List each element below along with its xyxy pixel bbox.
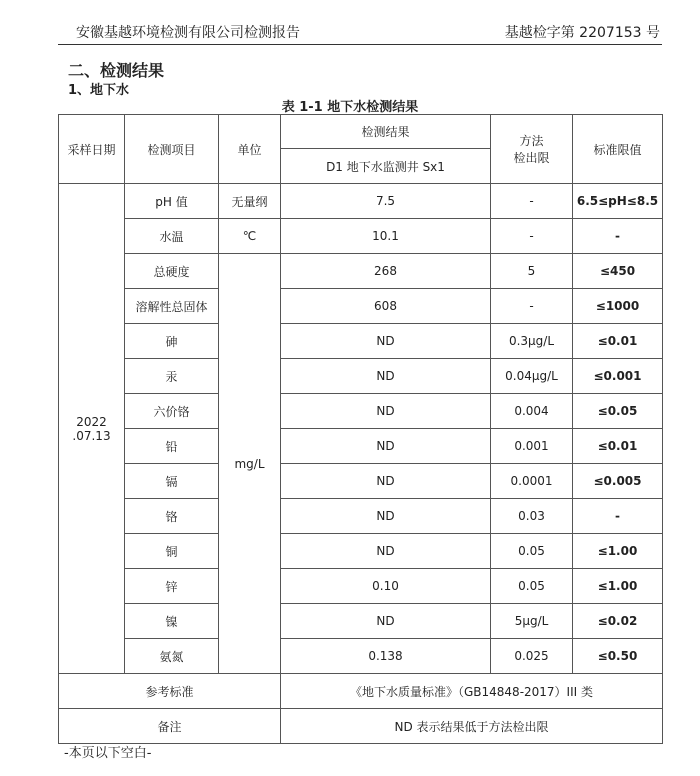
limit-cell: 0.05: [491, 534, 573, 569]
result-cell: 0.10: [281, 569, 491, 604]
standard-cell: ≤0.005: [573, 464, 663, 499]
standard-cell: ≤1.00: [573, 569, 663, 604]
limit-cell: 0.001: [491, 429, 573, 464]
result-cell: 10.1: [281, 219, 491, 254]
standard-cell: ≤0.01: [573, 429, 663, 464]
result-cell: ND: [281, 464, 491, 499]
item-cell: 锌: [125, 569, 219, 604]
standard-cell: ≤0.02: [573, 604, 663, 639]
item-cell: 镍: [125, 604, 219, 639]
item-cell: pH 值: [125, 184, 219, 219]
limit-cell: 5μg/L: [491, 604, 573, 639]
item-cell: 溶解性总固体: [125, 289, 219, 324]
standard-cell: -: [573, 219, 663, 254]
limit-cell: 0.05: [491, 569, 573, 604]
result-cell: ND: [281, 324, 491, 359]
result-cell: 0.138: [281, 639, 491, 674]
item-cell: 铬: [125, 499, 219, 534]
item-cell: 总硬度: [125, 254, 219, 289]
standard-cell: ≤0.001: [573, 359, 663, 394]
limit-cell: 5: [491, 254, 573, 289]
result-cell: 268: [281, 254, 491, 289]
unit-cell: mg/L: [219, 254, 281, 674]
reference-standard-label: 参考标准: [59, 674, 281, 709]
limit-cell: -: [491, 289, 573, 324]
item-cell: 氨氮: [125, 639, 219, 674]
standard-cell: ≤450: [573, 254, 663, 289]
header-test-item: 检测项目: [125, 115, 219, 184]
limit-cell: 0.025: [491, 639, 573, 674]
header-divider: [58, 44, 662, 45]
remark-label: 备注: [59, 709, 281, 744]
report-header-title: 安徽基越环境检测有限公司检测报告: [76, 25, 300, 41]
result-cell: ND: [281, 534, 491, 569]
subsection-title: 1、地下水: [68, 83, 130, 98]
item-cell: 砷: [125, 324, 219, 359]
header-unit: 单位: [219, 115, 281, 184]
item-cell: 铜: [125, 534, 219, 569]
limit-cell: -: [491, 184, 573, 219]
results-table: [58, 114, 663, 744]
reference-standard-value: 《地下水质量标准》（GB14848-2017）III 类: [281, 674, 663, 709]
header-sample-date: 采样日期: [59, 115, 125, 184]
standard-cell: ≤0.50: [573, 639, 663, 674]
unit-cell: 无量纲: [219, 184, 281, 219]
result-cell: ND: [281, 499, 491, 534]
standard-cell: 6.5≤pH≤8.5: [573, 184, 663, 219]
item-cell: 六价铬: [125, 394, 219, 429]
result-cell: ND: [281, 429, 491, 464]
page-blank-note: -本页以下空白-: [64, 746, 152, 761]
limit-cell: 0.04μg/L: [491, 359, 573, 394]
result-cell: 7.5: [281, 184, 491, 219]
result-cell: ND: [281, 359, 491, 394]
item-cell: 水温: [125, 219, 219, 254]
standard-cell: ≤1000: [573, 289, 663, 324]
header-method-limit: 方法 检出限: [491, 115, 573, 184]
item-cell: 汞: [125, 359, 219, 394]
report-number: 基越检字第 2207153 号: [504, 25, 660, 41]
sample-date-cell: 2022 .07.13: [59, 184, 125, 674]
result-cell: ND: [281, 604, 491, 639]
unit-cell: ℃: [219, 219, 281, 254]
limit-cell: 0.0001: [491, 464, 573, 499]
result-cell: ND: [281, 394, 491, 429]
standard-cell: ≤0.05: [573, 394, 663, 429]
header-monitoring-point: D1 地下水监测井 Sx1: [281, 149, 491, 184]
result-cell: 608: [281, 289, 491, 324]
limit-cell: 0.004: [491, 394, 573, 429]
item-cell: 铅: [125, 429, 219, 464]
standard-cell: ≤1.00: [573, 534, 663, 569]
standard-cell: -: [573, 499, 663, 534]
header-result: 检测结果: [281, 115, 491, 149]
limit-cell: 0.3μg/L: [491, 324, 573, 359]
header-standard: 标准限值: [573, 115, 663, 184]
limit-cell: 0.03: [491, 499, 573, 534]
item-cell: 镉: [125, 464, 219, 499]
table-caption: 表 1-1 地下水检测结果: [281, 100, 419, 115]
standard-cell: ≤0.01: [573, 324, 663, 359]
section-title: 二、检测结果: [68, 61, 165, 80]
remark-value: ND 表示结果低于方法检出限: [281, 709, 663, 744]
limit-cell: -: [491, 219, 573, 254]
